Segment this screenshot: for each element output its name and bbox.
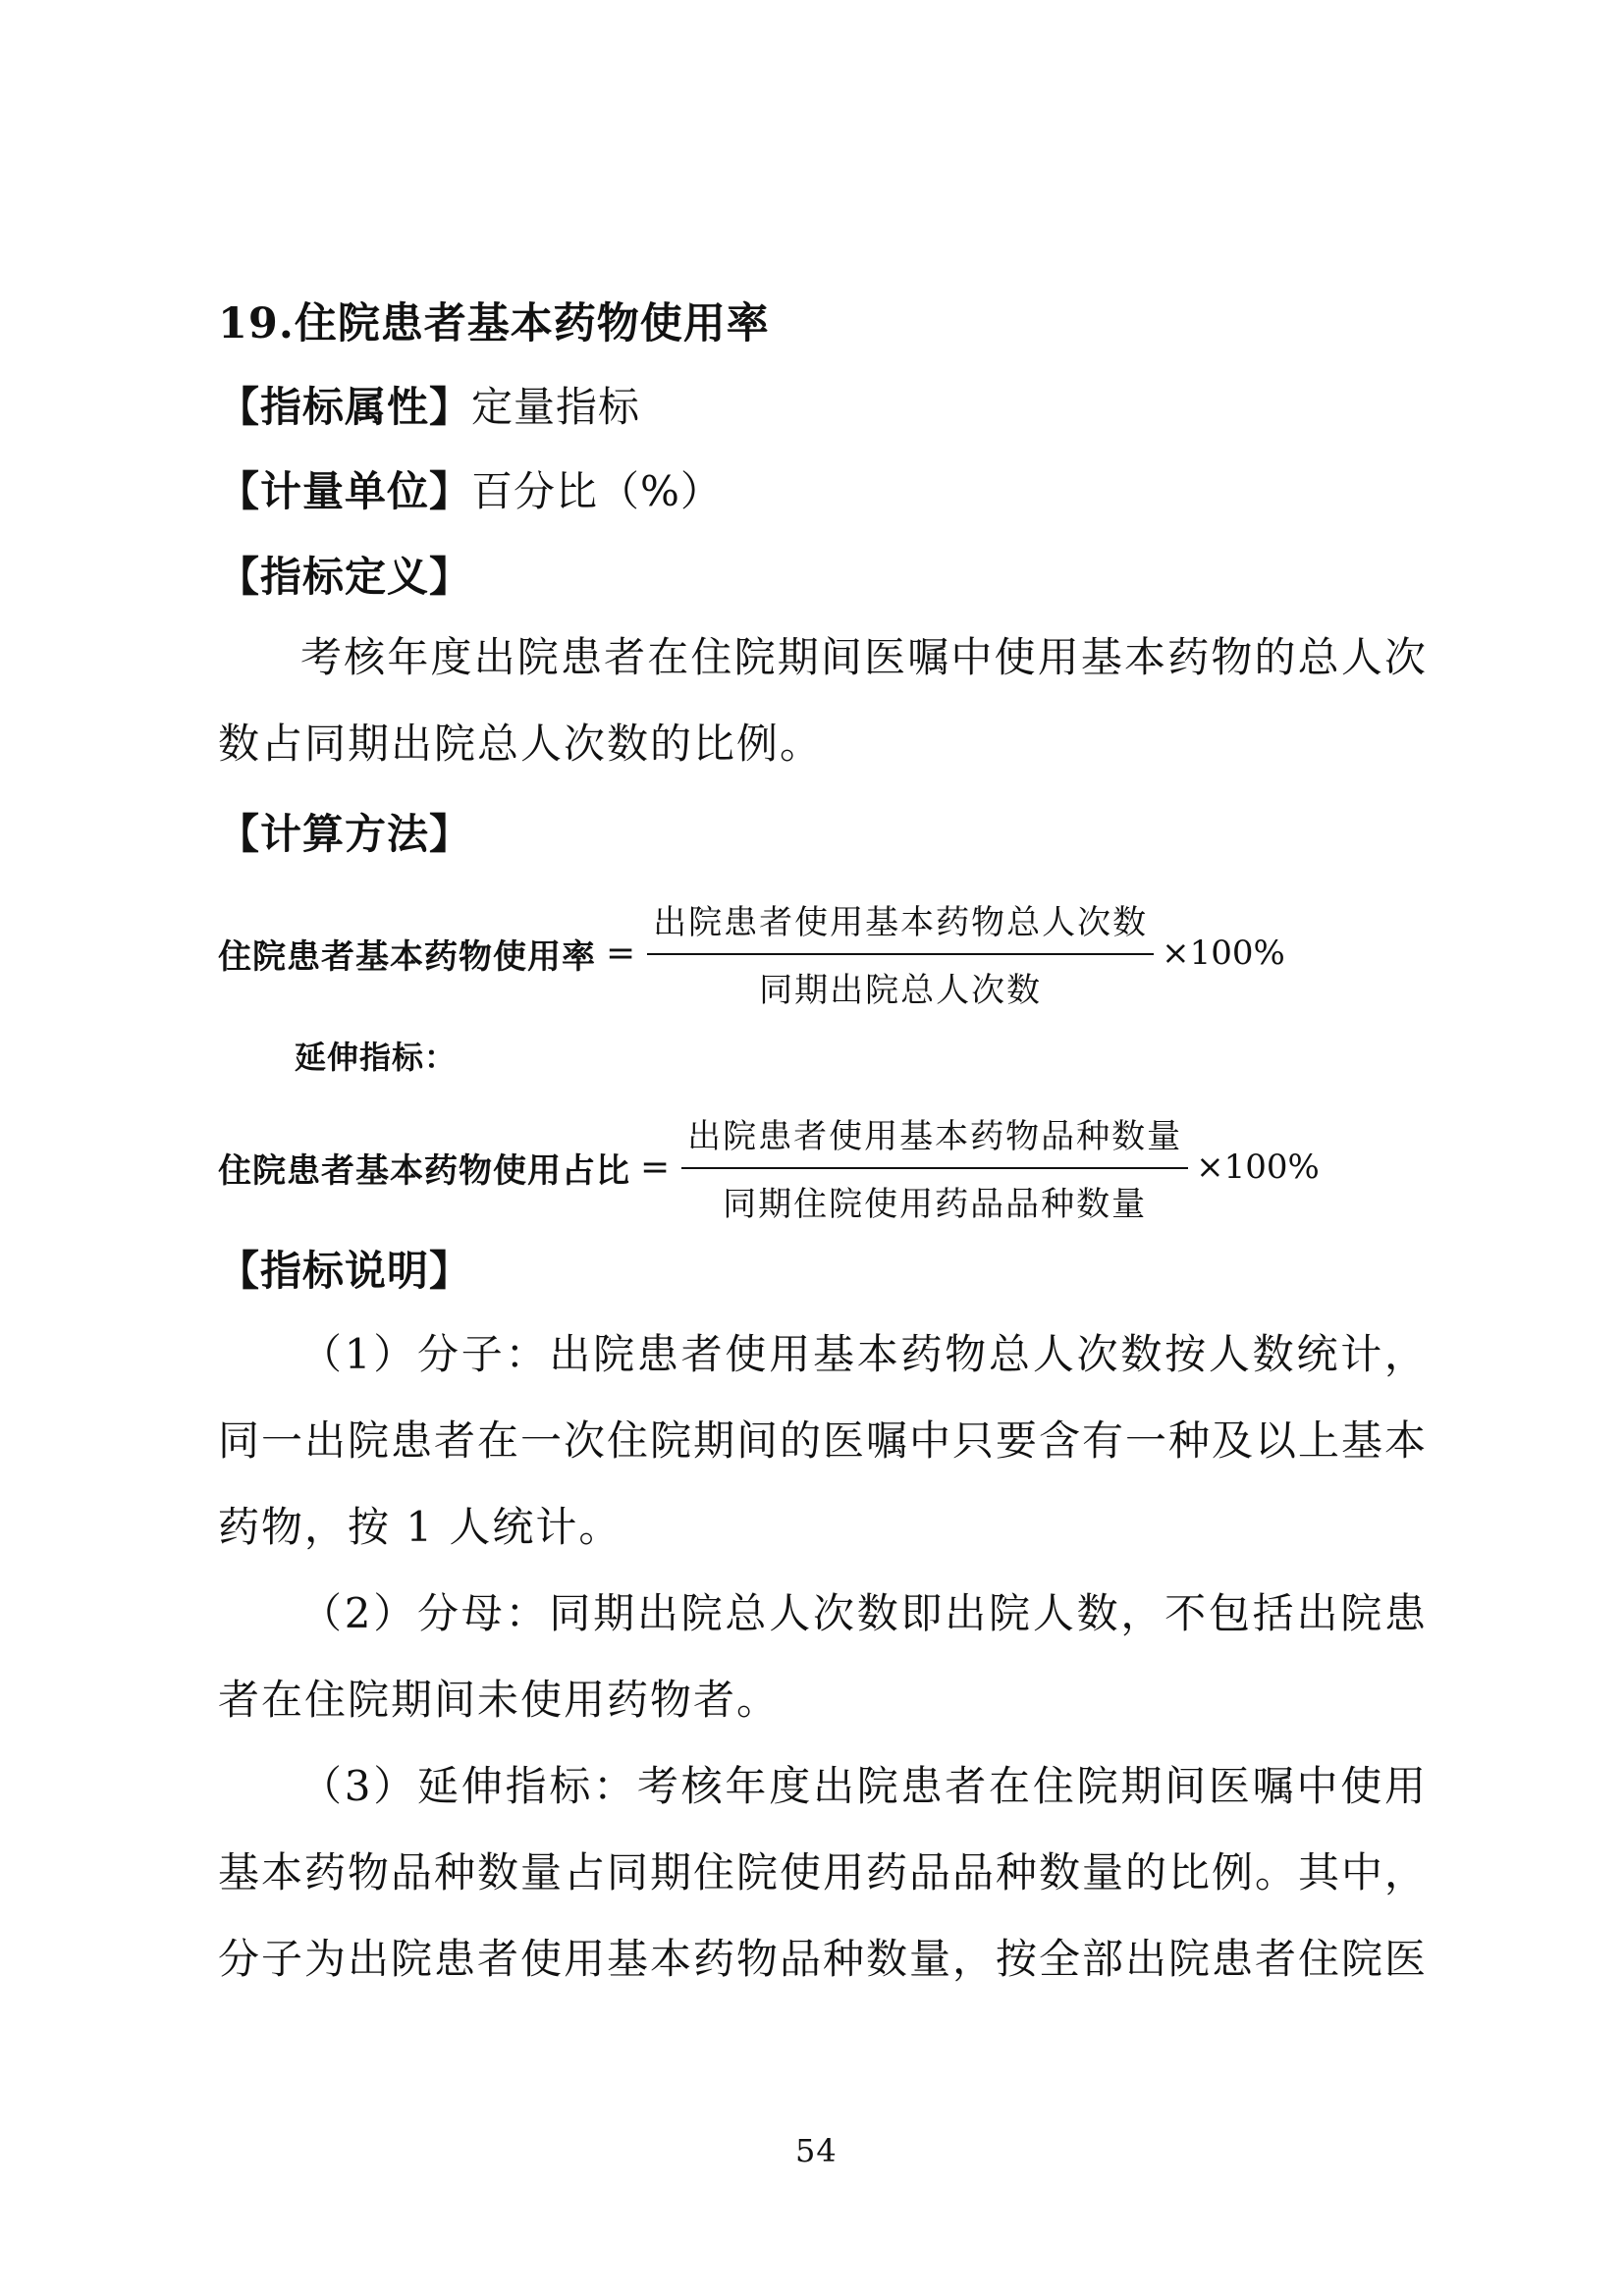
explanation-item-2: （2）分母：同期出院总人次数即出院人数，不包括出院患者在住院期间未使用药物者。 xyxy=(218,1589,1428,1724)
definition-label: 【指标定义】 xyxy=(218,553,472,601)
attribute-value: 定量指标 xyxy=(471,383,641,431)
formula2-name: 住院患者基本药物使用占比 xyxy=(218,1150,630,1191)
extension-label: 延伸指标： xyxy=(295,1039,458,1076)
attribute-row xyxy=(218,375,640,434)
formula2-fraction xyxy=(681,1109,1188,1225)
formula1-name: 住院患者基本药物使用率 xyxy=(218,936,596,977)
formula-basic-drug-usage-rate xyxy=(218,895,1285,1011)
explanation-item-3: （3）延伸指标：考核年度出院患者在住院期间医嘱中使用基本药物品种数量占同期住院使用药品品种数量的比例。其中，分子为出院患者使用基本药物品种数量，按全部出院患者住院医 xyxy=(218,1762,1429,1983)
formula2-equals: = xyxy=(640,1147,671,1188)
explanation-item-1: （1）分子：出院患者使用基本药物总人次数按人数统计，同一出院患者在一次住院期间的医嘱中只要含有一种及以上基本药物，按 1 人统计。 xyxy=(218,1330,1429,1551)
definition-text: 考核年度出院患者在住院期间医嘱中使用基本药物的总人次数占同期出院总人次数的比例。 xyxy=(218,633,1428,768)
formula2-multiplier: ×100% xyxy=(1196,1148,1320,1187)
attribute-label: 【指标属性】 xyxy=(218,383,472,431)
unit-value: 百分比（%） xyxy=(471,467,723,515)
formula2-denominator: 同期住院使用药品品种数量 xyxy=(723,1185,1148,1224)
formula1-multiplier: ×100% xyxy=(1162,934,1285,973)
unit-label: 【计量单位】 xyxy=(218,467,472,515)
formula1-fraction xyxy=(647,895,1154,1011)
formula1-equals: = xyxy=(606,933,636,974)
section-title: 19.住院患者基本药物使用率 xyxy=(218,299,770,348)
formula-basic-drug-usage-share xyxy=(218,1109,1320,1225)
formula2-numerator: 出院患者使用基本药物品种数量 xyxy=(681,1109,1188,1169)
unit-row xyxy=(218,459,723,518)
calculation-label: 【计算方法】 xyxy=(218,810,472,858)
formula1-denominator: 同期出院总人次数 xyxy=(759,971,1043,1010)
page-number: 54 xyxy=(795,2132,838,2169)
explanation-label: 【指标说明】 xyxy=(218,1247,472,1295)
formula1-numerator: 出院患者使用基本药物总人次数 xyxy=(647,895,1154,955)
